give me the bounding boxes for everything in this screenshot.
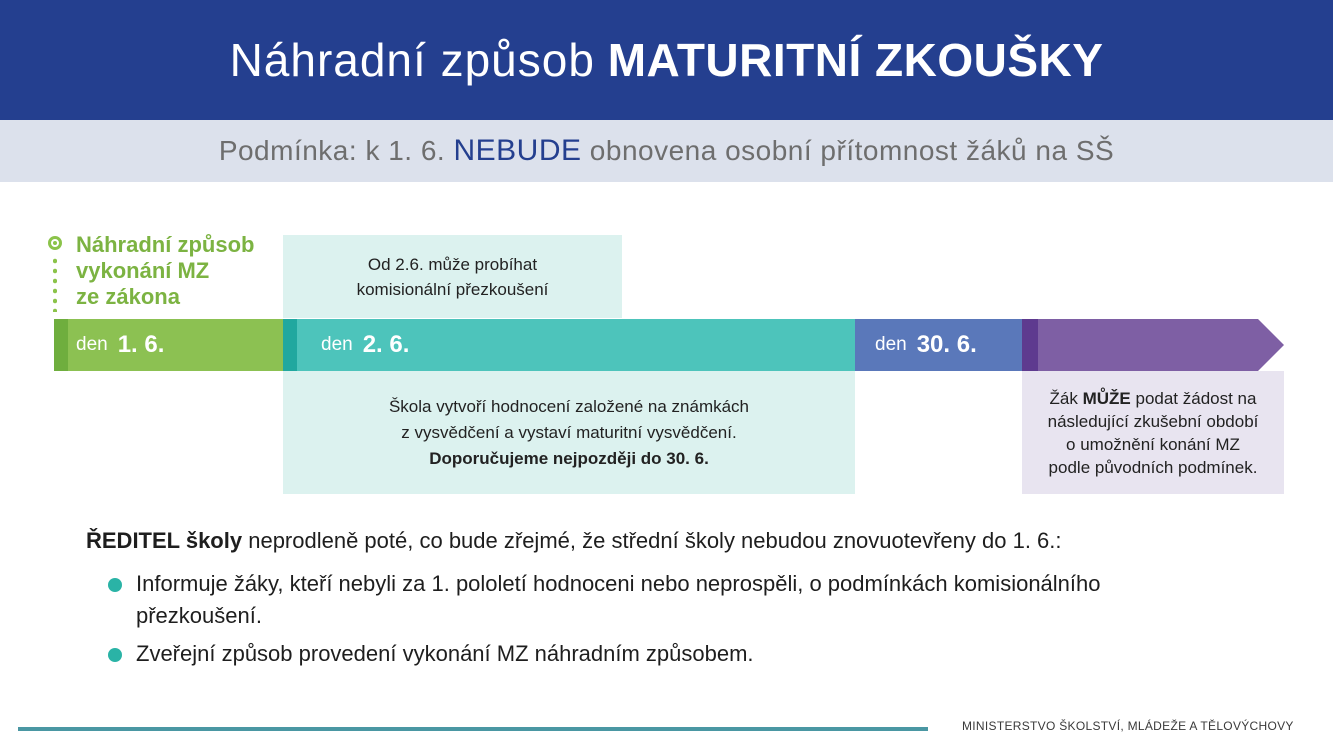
school-info-recommendation: Doporučujeme nejpozději do 30. 6. xyxy=(429,448,709,468)
list-item xyxy=(108,568,1108,632)
timeline-prefix-1: den xyxy=(76,334,108,355)
timeline-segment-3 xyxy=(855,319,1022,371)
school-info-line-2: z vysvědčení a vystaví maturitní vysvědčení. xyxy=(401,422,737,442)
footer-divider xyxy=(18,727,928,731)
list-item-text: Informuje žáky, kteří nebyli za 1. pololetí hodnoceni nebo neprospěli, o podmínkách komisionálního přezkoušení. xyxy=(136,571,1101,628)
bullet-icon xyxy=(108,578,122,592)
footer-ministry-name: MINISTERSTVO ŠKOLSTVÍ, MLÁDEŽE A TĚLOVÝCHOVY xyxy=(962,719,1294,733)
slide-subtitle xyxy=(219,134,1114,168)
subtitle-part-1: Podmínka: k 1. 6. xyxy=(218,135,446,166)
student-info-line-3: o umožnění konání MZ xyxy=(1066,434,1240,454)
subtitle-emphasis: NEBUDE xyxy=(453,134,582,167)
school-info-box xyxy=(283,371,855,494)
slide-title xyxy=(229,34,1104,86)
director-text: neprodleně poté, co bude zřejmé, že střední školy nebudou znovuotevřeny do 1. 6.: xyxy=(248,528,1062,553)
director-statement xyxy=(86,528,1062,554)
timeline-prefix-2: den xyxy=(321,334,353,355)
student-info-line-4: podle původních podmínek. xyxy=(1048,457,1258,477)
timeline-accent-1 xyxy=(54,319,68,371)
director-label: ŘEDITEL školy xyxy=(86,528,243,553)
timeline-prefix-3: den xyxy=(875,334,907,355)
student-info-box xyxy=(1022,371,1284,494)
student-info-line-2: následující zkušební období xyxy=(1047,411,1259,431)
legal-note-text xyxy=(76,232,306,310)
bullet-icon xyxy=(108,648,122,662)
timeline-segment-1 xyxy=(54,319,283,371)
legal-note-line-3: ze zákona xyxy=(76,284,180,309)
director-task-list xyxy=(108,568,1108,676)
list-item-text: Zveřejní způsob provedení vykonání MZ náhradním způsobem. xyxy=(136,641,754,666)
exam-info-box xyxy=(283,235,622,318)
legal-note-line-1: Náhradní způsob xyxy=(76,232,255,257)
dotted-line-icon xyxy=(53,256,57,312)
student-info-line-1a: Žák xyxy=(1049,388,1078,408)
timeline-segment-2 xyxy=(283,319,855,371)
timeline-accent-4 xyxy=(1022,319,1038,371)
timeline-marker-icon xyxy=(48,236,62,316)
title-part-1: Náhradní způsob xyxy=(229,34,595,86)
timeline-date-3: 30. 6. xyxy=(916,331,977,358)
subtitle-bar xyxy=(0,120,1333,182)
exam-info-line-2: komisionální přezkoušení xyxy=(356,279,549,299)
marker-ring-icon xyxy=(48,236,62,250)
subtitle-part-2: obnovena osobní přítomnost žáků na SŠ xyxy=(589,135,1115,166)
title-part-2: MATURITNÍ ZKOUŠKY xyxy=(607,34,1104,86)
legal-note-line-2: vykonání MZ xyxy=(76,258,210,283)
school-info-line-1: Škola vytvoří hodnocení založené na známkách xyxy=(388,396,750,416)
student-info-emphasis: MŮŽE xyxy=(1082,388,1131,408)
timeline-accent-2 xyxy=(283,319,297,371)
timeline-arrow-icon xyxy=(1022,319,1284,371)
timeline-date-1: 1. 6. xyxy=(117,331,165,358)
student-info-line-1 xyxy=(1048,387,1259,410)
title-bar xyxy=(0,0,1333,120)
timeline-date-2: 2. 6. xyxy=(362,331,410,358)
student-info-line-1c: podat žádost na xyxy=(1135,388,1257,408)
exam-info-line-1: Od 2.6. může probíhat xyxy=(367,254,538,274)
list-item xyxy=(108,638,1108,670)
